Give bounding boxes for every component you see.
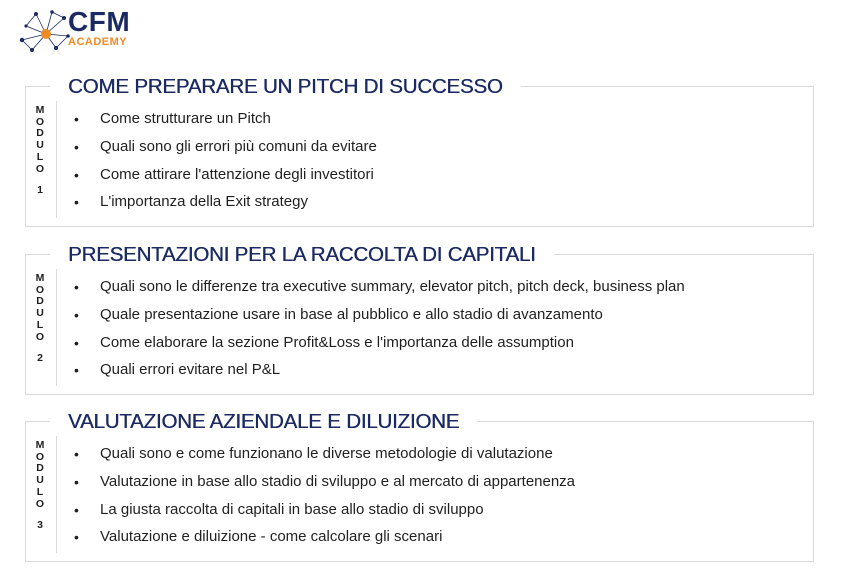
list-item-text: Quali sono le differenze tra executive summary, elevator pitch, pitch deck, business plan: [100, 278, 685, 295]
module-label-letter: U: [36, 474, 44, 487]
bullet-icon: •: [74, 306, 79, 323]
module-label-letter: D: [36, 295, 44, 308]
module-label-letter: O: [35, 115, 45, 128]
module-divider: [56, 269, 57, 386]
list-item: [74, 333, 685, 361]
module-label-letter: O: [35, 162, 45, 175]
bullet-icon: •: [74, 473, 79, 490]
module-label: [26, 273, 54, 365]
logo-text: [68, 8, 130, 48]
module-divider: [56, 101, 57, 218]
bullet-icon: •: [74, 529, 79, 546]
list-item: [74, 277, 685, 305]
bullet-icon: •: [74, 111, 79, 127]
list-item-text: Quali sono gli errori più comuni da evitare: [100, 137, 377, 155]
module-label-letter: O: [35, 283, 45, 296]
bullet-icon: •: [74, 279, 79, 295]
list-item-text: Quali errori evitare nel P&L: [100, 361, 281, 379]
module-label: [26, 440, 54, 532]
module-3-box: [25, 410, 814, 562]
module-label-letter: U: [36, 307, 44, 320]
list-item-text: Quali sono e come funzionano le diverse metodologie di valutazione: [100, 445, 553, 462]
module-label-letter: D: [36, 127, 44, 140]
module-label-letter: D: [36, 462, 44, 475]
list-item: [74, 137, 377, 165]
logo-main-text: CFM: [68, 6, 131, 37]
module-label-letter: M: [35, 439, 45, 451]
module-label-letter: M: [35, 272, 45, 284]
module-label-letter: O: [35, 450, 45, 463]
list-item: [74, 192, 377, 220]
module-2-box: [25, 243, 814, 395]
module-label-letter: L: [36, 485, 44, 498]
bullet-icon: •: [74, 362, 79, 379]
list-item-text: Valutazione in base allo stadio di sviluppo e al mercato di appartenenza: [100, 472, 576, 490]
module-number: 2: [37, 352, 43, 365]
list-item-text: Come attirare l'attenzione degli investitori: [100, 165, 374, 183]
list-item-text: La giusta raccolta di capitali in base allo stadio di sviluppo: [100, 500, 484, 518]
list-item-text: Valutazione e diluizione - come calcolare gli scenari: [100, 528, 443, 546]
module-label-letter: L: [36, 150, 44, 163]
module-label-letter: M: [35, 104, 45, 116]
list-item: [74, 109, 377, 137]
bullet-icon: •: [74, 166, 79, 183]
module-items-list: [74, 109, 377, 220]
module-label-letter: O: [35, 497, 45, 510]
list-item: [74, 444, 575, 472]
module-items-list: [74, 277, 685, 388]
list-item: [74, 165, 377, 193]
bullet-icon: •: [74, 501, 79, 518]
list-item-text: L'importanza della Exit strategy: [100, 193, 308, 211]
module-label: [26, 105, 54, 197]
list-item: [74, 305, 685, 333]
module-1-box: [25, 75, 814, 227]
module-number: 3: [37, 519, 43, 532]
list-item-text: Come strutturare un Pitch: [100, 110, 271, 127]
list-item: [74, 472, 575, 500]
bullet-icon: •: [74, 334, 79, 351]
module-title: COME PREPARARE UN PITCH DI SUCCESSO: [50, 73, 521, 101]
list-item: [74, 500, 575, 528]
logo-sub-text: ACADEMY: [68, 36, 128, 48]
module-items-list: [74, 444, 575, 555]
list-item-text: Come elaborare la sezione Profit&Loss e l'importanza delle assumption: [100, 333, 574, 351]
module-label-letter: L: [36, 318, 44, 331]
bullet-icon: •: [74, 446, 79, 462]
module-label-letter: O: [35, 330, 45, 343]
bullet-icon: •: [74, 194, 79, 211]
module-label-letter: U: [36, 139, 44, 152]
list-item: [74, 360, 685, 388]
module-divider: [56, 436, 57, 553]
list-item: [74, 527, 575, 555]
module-number: 1: [37, 184, 43, 197]
list-item-text: Quale presentazione usare in base al pubblico e allo stadio di avanzamento: [100, 305, 603, 323]
cfm-academy-logo: [18, 8, 148, 54]
bullet-icon: •: [74, 138, 79, 155]
module-title: VALUTAZIONE AZIENDALE E DILUIZIONE: [50, 408, 477, 436]
module-title: PRESENTAZIONI PER LA RACCOLTA DI CAPITALI: [50, 241, 554, 269]
